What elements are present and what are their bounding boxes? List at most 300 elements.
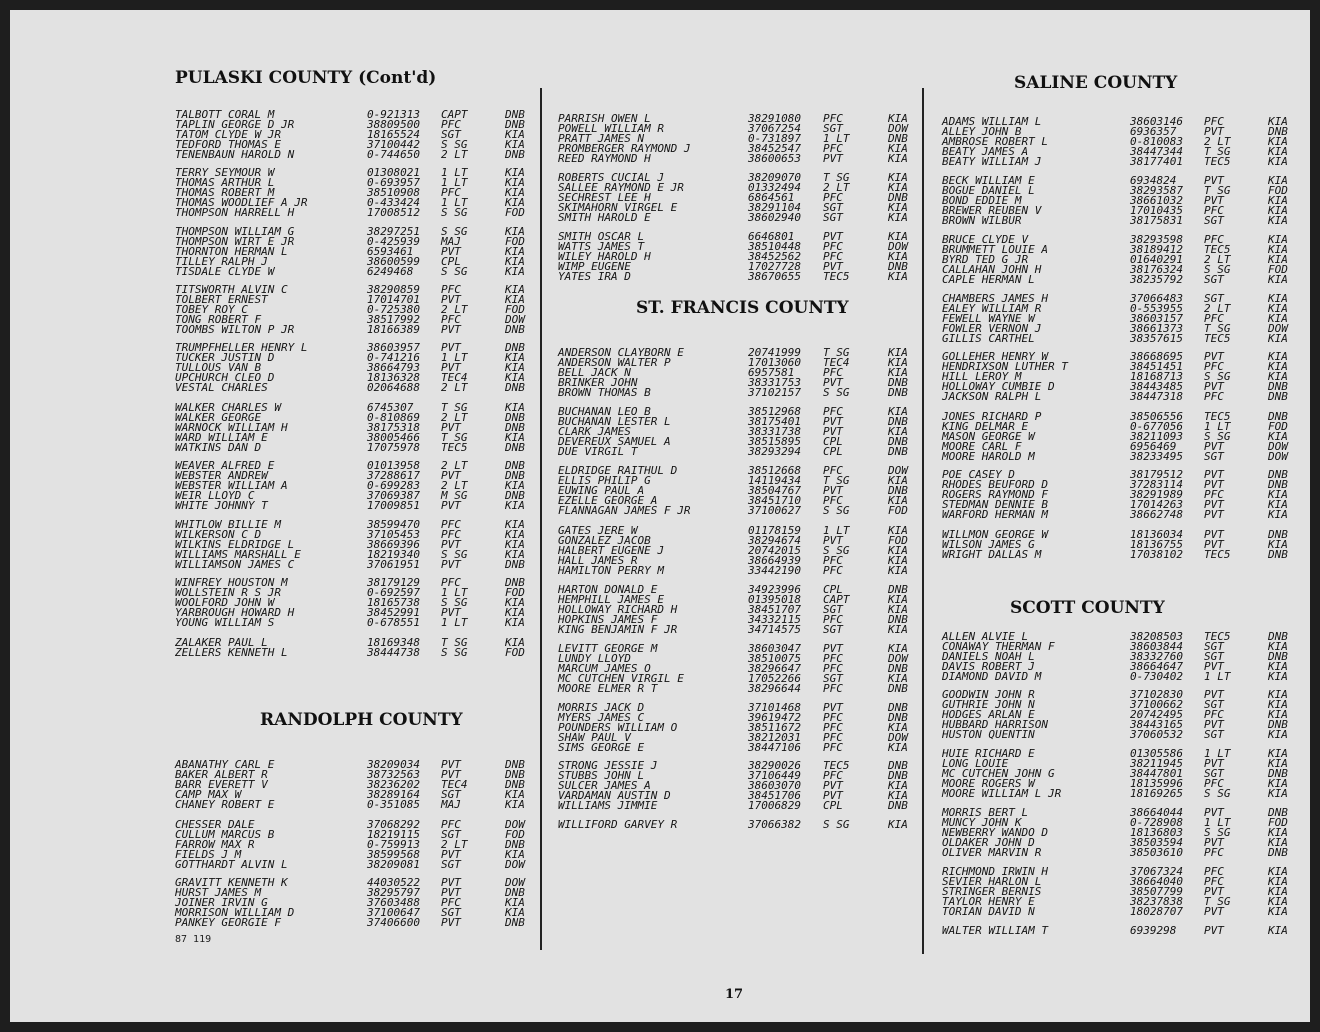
record-rank: 2 LT xyxy=(1204,135,1231,148)
record-serial: 0-692597 xyxy=(367,586,420,599)
record-rank: PVT xyxy=(1204,380,1224,393)
record-name: TORIAN DAVID N xyxy=(942,905,1035,918)
record-rank: T SG xyxy=(441,636,468,649)
casualty-record xyxy=(942,926,1292,936)
record-status: DOW xyxy=(1268,450,1288,463)
record-rank: SGT xyxy=(1204,698,1224,711)
record-status: DNB xyxy=(1268,846,1288,859)
document-page xyxy=(10,10,1310,1022)
record-name: TAYLOR HENRY E xyxy=(942,895,1035,908)
record-status: KIA xyxy=(888,818,908,831)
record-name: THOMAS ARTHUR L xyxy=(175,176,275,189)
record-status: FOD xyxy=(505,828,525,841)
record-serial: 18136328 xyxy=(367,371,420,384)
record-rank: SGT xyxy=(1204,650,1224,663)
record-serial: 38189412 xyxy=(1130,243,1183,256)
record-status: KIA xyxy=(888,230,908,243)
record-rank: SGT xyxy=(441,828,461,841)
record-status: DNB xyxy=(888,662,908,675)
record-serial: 17010435 xyxy=(1130,204,1183,217)
record-serial: 37102157 xyxy=(748,386,801,399)
record-rank: S SG xyxy=(441,265,468,278)
record-rank: PFC xyxy=(441,283,461,296)
record-name: KING DELMAR E xyxy=(942,420,1029,433)
record-name: FIELDS J M xyxy=(175,848,242,861)
record-status: KIA xyxy=(1268,292,1288,305)
record-status: KIA xyxy=(888,593,908,606)
record-rank: PVT xyxy=(441,323,461,336)
record-rank: T SG xyxy=(823,346,850,359)
record-serial: 38809500 xyxy=(367,118,420,131)
record-name: TALBOTT CORAL M xyxy=(175,108,275,121)
record-rank: SGT xyxy=(823,122,843,135)
record-status: DNB xyxy=(505,341,525,354)
record-name: ROGERS RAYMOND F xyxy=(942,488,1048,501)
record-status: KIA xyxy=(505,479,525,492)
casualty-record xyxy=(942,789,1292,799)
record-group xyxy=(942,176,1292,226)
record-rank: S SG xyxy=(441,138,468,151)
record-rank: PVT xyxy=(1204,806,1224,819)
record-rank: PVT xyxy=(823,260,843,273)
record-status: DNB xyxy=(505,148,525,161)
record-rank: S SG xyxy=(441,548,468,561)
record-rank: TEC4 xyxy=(441,371,468,384)
record-serial: 0-677056 xyxy=(1130,420,1183,433)
record-name: BRUCE CLYDE V xyxy=(942,233,1029,246)
record-name: WILSON JAMES G xyxy=(942,538,1035,551)
record-rank: 2 LT xyxy=(1204,302,1231,315)
record-group xyxy=(942,867,1292,917)
record-name: MORRIS JACK D xyxy=(558,701,645,714)
record-status: KIA xyxy=(888,623,908,636)
record-status: DNB xyxy=(888,769,908,782)
record-name: UPCHURCH CLEO D xyxy=(175,371,275,384)
record-serial: 38517992 xyxy=(367,313,420,326)
record-rank: PFC xyxy=(823,564,843,577)
record-name: CAPLE HERMAN L xyxy=(942,273,1035,286)
record-rank: PFC xyxy=(823,613,843,626)
record-rank: TEC4 xyxy=(441,778,468,791)
record-serial: 17014701 xyxy=(367,293,420,306)
record-status: KIA xyxy=(505,636,525,649)
casualty-record xyxy=(942,452,1292,462)
record-name: HOLLOWAY RICHARD H xyxy=(558,603,678,616)
record-rank: PFC xyxy=(1204,390,1224,403)
record-rank: TEC5 xyxy=(823,270,850,283)
record-status: DNB xyxy=(888,191,908,204)
record-status: KIA xyxy=(505,196,525,209)
record-serial: 38293587 xyxy=(1130,184,1183,197)
record-name: HILL LEROY M xyxy=(942,370,1022,383)
record-status: FOD xyxy=(505,586,525,599)
record-rank: PVT xyxy=(1204,885,1224,898)
record-status: DNB xyxy=(505,323,525,336)
record-serial: 38503594 xyxy=(1130,836,1183,849)
record-serial: 38603844 xyxy=(1130,640,1183,653)
record-group xyxy=(558,232,908,282)
record-rank: S SG xyxy=(823,818,850,831)
record-rank: T SG xyxy=(441,401,468,414)
record-serial: 0-553955 xyxy=(1130,302,1183,315)
record-status: DNB xyxy=(888,583,908,596)
record-status: KIA xyxy=(1268,698,1288,711)
record-serial: 38603157 xyxy=(1130,312,1183,325)
record-name: OLIVER MARVIN R xyxy=(942,846,1042,859)
record-status: DNB xyxy=(1268,650,1288,663)
record-group xyxy=(175,343,525,393)
record-rank: PVT xyxy=(1204,528,1224,541)
record-rank: S SG xyxy=(441,646,468,659)
record-status: DNB xyxy=(505,886,525,899)
record-status: FOD xyxy=(505,646,525,659)
record-status: KIA xyxy=(1268,115,1288,128)
record-group xyxy=(942,294,1292,344)
record-status: KIA xyxy=(1268,430,1288,443)
record-rank: S SG xyxy=(823,544,850,557)
record-serial: 6936357 xyxy=(1130,125,1177,138)
record-rank: PVT xyxy=(441,293,461,306)
record-status: KIA xyxy=(888,152,908,165)
record-serial: 38503610 xyxy=(1130,846,1183,859)
record-rank: PVT xyxy=(1204,718,1224,731)
record-rank: 2 LT xyxy=(441,411,468,424)
record-status: KIA xyxy=(1268,757,1288,770)
record-rank: 1 LT xyxy=(441,166,468,179)
record-serial: 01013958 xyxy=(367,459,420,472)
record-name: THORNTON HERMAN L xyxy=(175,245,288,258)
record-status: KIA xyxy=(1268,905,1288,918)
record-name: YOUNG WILLIAM S xyxy=(175,616,275,629)
record-name: GOLLEHER HENRY W xyxy=(942,350,1048,363)
record-serial: 38291080 xyxy=(748,112,801,125)
record-rank: 2 LT xyxy=(441,838,468,851)
record-status: KIA xyxy=(888,564,908,577)
record-rank: PVT xyxy=(823,779,843,792)
record-serial: 39619472 xyxy=(748,711,801,724)
record-name: MOORE CARL F xyxy=(942,440,1022,453)
record-name: MC CUTCHEN VIRGIL E xyxy=(558,672,684,685)
record-name: RHODES BEUFORD D xyxy=(942,478,1048,491)
record-name: REED RAYMOND H xyxy=(558,152,651,165)
record-name: BELL JACK N xyxy=(558,366,631,379)
record-rank: PVT xyxy=(823,415,843,428)
record-name: GOODWIN JOHN R xyxy=(942,688,1035,701)
record-status: KIA xyxy=(505,896,525,909)
record-rank: SGT xyxy=(823,672,843,685)
record-rank: SGT xyxy=(1204,450,1224,463)
casualty-record xyxy=(175,648,525,658)
record-rank: T SG xyxy=(441,431,468,444)
record-rank: T SG xyxy=(1204,145,1231,158)
column-divider-left xyxy=(540,88,542,950)
record-rank: PFC xyxy=(1204,233,1224,246)
record-serial: 38511672 xyxy=(748,721,801,734)
casualty-record xyxy=(558,213,908,223)
record-serial: 37066483 xyxy=(1130,292,1183,305)
record-status: KIA xyxy=(888,741,908,754)
casualty-record xyxy=(175,560,525,570)
record-name: SALLEE RAYMOND E JR xyxy=(558,181,684,194)
record-status: KIA xyxy=(888,474,908,487)
casualty-record xyxy=(175,800,525,810)
record-status: KIA xyxy=(888,642,908,655)
record-rank: T SG xyxy=(1204,184,1231,197)
record-status: KIA xyxy=(505,499,525,512)
record-status: DNB xyxy=(888,376,908,389)
record-rank: PFC xyxy=(1204,708,1224,721)
record-serial: 38290026 xyxy=(748,759,801,772)
record-serial: 0-351085 xyxy=(367,798,420,811)
record-name: TENENBAUN HAROLD N xyxy=(175,148,295,161)
record-name: MC CUTCHEN JOHN G xyxy=(942,767,1055,780)
record-status: DNB xyxy=(1268,410,1288,423)
casualty-record xyxy=(175,443,525,453)
record-group xyxy=(942,117,1292,167)
record-status: DNB xyxy=(1268,767,1288,780)
record-serial: 38447801 xyxy=(1130,767,1183,780)
record-serial: 01178159 xyxy=(748,524,801,537)
record-serial: 38447318 xyxy=(1130,390,1183,403)
record-rank: 2 LT xyxy=(441,479,468,492)
record-rank: 1 LT xyxy=(441,586,468,599)
record-name: CONAWAY THERMAN F xyxy=(942,640,1055,653)
record-serial: 17013060 xyxy=(748,356,801,369)
record-name: BAKER ALBERT R xyxy=(175,768,268,781)
casualty-record xyxy=(942,550,1292,560)
record-name: SULCER JAMES A xyxy=(558,779,651,792)
record-rank: PFC xyxy=(1204,360,1224,373)
record-status: KIA xyxy=(1268,688,1288,701)
record-name: HUBBARD HARRISON xyxy=(942,718,1048,731)
record-serial: 18165524 xyxy=(367,128,420,141)
record-name: TAPLIN GEORGE D JR xyxy=(175,118,295,131)
record-rank: TEC5 xyxy=(1204,332,1231,345)
record-rank: MAJ xyxy=(441,235,461,248)
record-rank: PVT xyxy=(441,469,461,482)
record-name: BUCHANAN LESTER L xyxy=(558,415,671,428)
record-serial: 38599568 xyxy=(367,848,420,861)
record-name: ABANATHY CARL E xyxy=(175,758,275,771)
record-name: MUNCY JOHN K xyxy=(942,816,1022,829)
record-name: BREWER REUBEN V xyxy=(942,204,1042,217)
record-status: FOD xyxy=(888,504,908,517)
record-status: KIA xyxy=(888,405,908,418)
record-rank: 1 LT xyxy=(1204,816,1231,829)
record-rank: PVT xyxy=(441,916,461,929)
record-name: ZELLERS KENNETH L xyxy=(175,646,288,659)
casualty-record xyxy=(942,510,1292,520)
record-name: RICHMOND IRWIN H xyxy=(942,865,1048,878)
record-serial: 01332494 xyxy=(748,181,801,194)
record-rank: PFC xyxy=(441,896,461,909)
record-status: KIA xyxy=(1268,135,1288,148)
record-serial: 37068292 xyxy=(367,818,420,831)
record-serial: 0-921313 xyxy=(367,108,420,121)
record-name: HAMILTON PERRY M xyxy=(558,564,664,577)
record-name: BRUMMETT LOUIE A xyxy=(942,243,1048,256)
record-serial: 34923996 xyxy=(748,583,801,596)
record-serial: 18169348 xyxy=(367,636,420,649)
record-serial: 38175401 xyxy=(748,415,801,428)
record-rank: PFC xyxy=(823,711,843,724)
record-name: YATES IRA D xyxy=(558,270,631,283)
record-name: STRINGER BERNIS xyxy=(942,885,1042,898)
record-rank: S SG xyxy=(1204,370,1231,383)
record-name: WEAVER ALFRED E xyxy=(175,459,275,472)
record-serial: 6249468 xyxy=(367,265,414,278)
casualty-record xyxy=(558,506,908,516)
record-name: TERRY SEYMOUR W xyxy=(175,166,275,179)
record-status: DOW xyxy=(505,313,525,326)
record-serial: 37288617 xyxy=(367,469,420,482)
record-rank: S SG xyxy=(1204,787,1231,800)
record-rank: PVT xyxy=(441,848,461,861)
record-serial: 17052266 xyxy=(748,672,801,685)
record-rank: 1 LT xyxy=(1204,420,1231,433)
record-name: DUE VIRGIL T xyxy=(558,445,638,458)
record-group xyxy=(558,761,908,811)
record-group xyxy=(175,285,525,335)
record-rank: CPL xyxy=(441,255,461,268)
record-rank: CAPT xyxy=(441,108,468,121)
record-status: KIA xyxy=(505,166,525,179)
record-name: WEBSTER ANDREW xyxy=(175,469,268,482)
record-rank: PFC xyxy=(1204,846,1224,859)
record-serial: 18168713 xyxy=(1130,370,1183,383)
record-rank: PFC xyxy=(1204,865,1224,878)
record-status: KIA xyxy=(1268,194,1288,207)
record-group xyxy=(558,820,908,830)
record-name: BROWN WILBUR xyxy=(942,214,1022,227)
record-name: WALKER CHARLES W xyxy=(175,401,281,414)
column-divider-right xyxy=(922,88,924,954)
record-name: SECHREST LEE H xyxy=(558,191,651,204)
record-serial: 38296644 xyxy=(748,682,801,695)
record-serial: 0-744650 xyxy=(367,148,420,161)
record-name: KING BENJAMIN F JR xyxy=(558,623,678,636)
record-name: TRUMPFHELLER HENRY L xyxy=(175,341,308,354)
record-group xyxy=(175,110,525,160)
record-status: DNB xyxy=(505,118,525,131)
record-rank: PFC xyxy=(1204,312,1224,325)
record-group xyxy=(558,173,908,223)
record-serial: 38447344 xyxy=(1130,145,1183,158)
record-status: KIA xyxy=(1268,660,1288,673)
record-status: KIA xyxy=(505,518,525,531)
record-serial: 0-741216 xyxy=(367,351,420,364)
record-status: KIA xyxy=(888,112,908,125)
casualty-record xyxy=(558,743,908,753)
record-serial: 0-699283 xyxy=(367,479,420,492)
record-rank: PVT xyxy=(823,230,843,243)
record-serial: 38451451 xyxy=(1130,360,1183,373)
record-name: LEVITT GEORGE M xyxy=(558,642,658,655)
record-status: DNB xyxy=(505,441,525,454)
record-status: DNB xyxy=(888,759,908,772)
casualty-record xyxy=(558,272,908,282)
record-group xyxy=(558,585,908,635)
record-name: WEBSTER WILLIAM A xyxy=(175,479,288,492)
record-name: PARRISH OWEN L xyxy=(558,112,651,125)
record-status: KIA xyxy=(505,255,525,268)
record-serial: 38670655 xyxy=(748,270,801,283)
record-status: KIA xyxy=(888,494,908,507)
record-name: PANKEY GEORGIE F xyxy=(175,916,281,929)
record-serial: 44030522 xyxy=(367,876,420,889)
record-name: BRINKER JOHN xyxy=(558,376,638,389)
record-serial: 37105453 xyxy=(367,528,420,541)
record-serial: 0-810083 xyxy=(1130,135,1183,148)
record-serial: 0-693957 xyxy=(367,176,420,189)
record-serial: 37106449 xyxy=(748,769,801,782)
record-name: HOPKINS JAMES F xyxy=(558,613,658,626)
record-status: KIA xyxy=(888,544,908,557)
record-status: FOD xyxy=(505,235,525,248)
record-serial: 0-725380 xyxy=(367,303,420,316)
record-serial: 18165738 xyxy=(367,596,420,609)
record-serial: 38005466 xyxy=(367,431,420,444)
record-name: SIMS GEORGE E xyxy=(558,741,645,754)
record-group xyxy=(558,407,908,457)
record-rank: T SG xyxy=(1204,895,1231,908)
record-serial: 0-759913 xyxy=(367,838,420,851)
record-status: KIA xyxy=(505,548,525,561)
record-status: DOW xyxy=(505,858,525,871)
record-status: FOD xyxy=(1268,816,1288,829)
record-name: WILLIAMS JIMMIE xyxy=(558,799,658,812)
record-rank: PVT xyxy=(441,886,461,899)
record-serial: 38291989 xyxy=(1130,488,1183,501)
record-rank: T SG xyxy=(823,474,850,487)
record-name: TISDALE CLYDE W xyxy=(175,265,275,278)
record-status: KIA xyxy=(1268,885,1288,898)
record-name: WALTER WILLIAM T xyxy=(942,924,1048,937)
record-group xyxy=(942,235,1292,285)
record-name: THOMPSON WILLIAM G xyxy=(175,225,295,238)
record-serial: 38233495 xyxy=(1130,450,1183,463)
record-status: KIA xyxy=(1268,747,1288,760)
record-serial: 37100647 xyxy=(367,906,420,919)
record-name: TULLOUS VAN B xyxy=(175,361,262,374)
record-status: KIA xyxy=(505,361,525,374)
record-name: ANDERSON WALTER P xyxy=(558,356,671,369)
record-serial: 33442190 xyxy=(748,564,801,577)
record-serial: 18169265 xyxy=(1130,787,1183,800)
record-name: ROBERTS CUCIAL J xyxy=(558,171,664,184)
county-heading: ST. FRANCIS COUNTY xyxy=(636,298,849,318)
record-status: DNB xyxy=(888,445,908,458)
record-rank: PVT xyxy=(441,606,461,619)
record-status: KIA xyxy=(1268,273,1288,286)
record-name: WATKINS DAN D xyxy=(175,441,262,454)
record-status: KIA xyxy=(505,528,525,541)
record-name: ELDRIDGE RAITHUL D xyxy=(558,464,678,477)
record-serial: 38732563 xyxy=(367,768,420,781)
record-name: SMITH HAROLD E xyxy=(558,211,651,224)
record-status: KIA xyxy=(505,848,525,861)
record-name: PRATT JAMES N xyxy=(558,132,645,145)
record-rank: 1 LT xyxy=(1204,747,1231,760)
record-group xyxy=(942,352,1292,402)
record-name: AMBROSE ROBERT L xyxy=(942,135,1048,148)
record-name: BEATY WILLIAM J xyxy=(942,155,1042,168)
record-rank: CPL xyxy=(823,583,843,596)
record-name: PROMBERGER RAYMOND J xyxy=(558,142,691,155)
record-status: KIA xyxy=(888,181,908,194)
record-status: DNB xyxy=(505,459,525,472)
record-name: MASON GEORGE W xyxy=(942,430,1035,443)
